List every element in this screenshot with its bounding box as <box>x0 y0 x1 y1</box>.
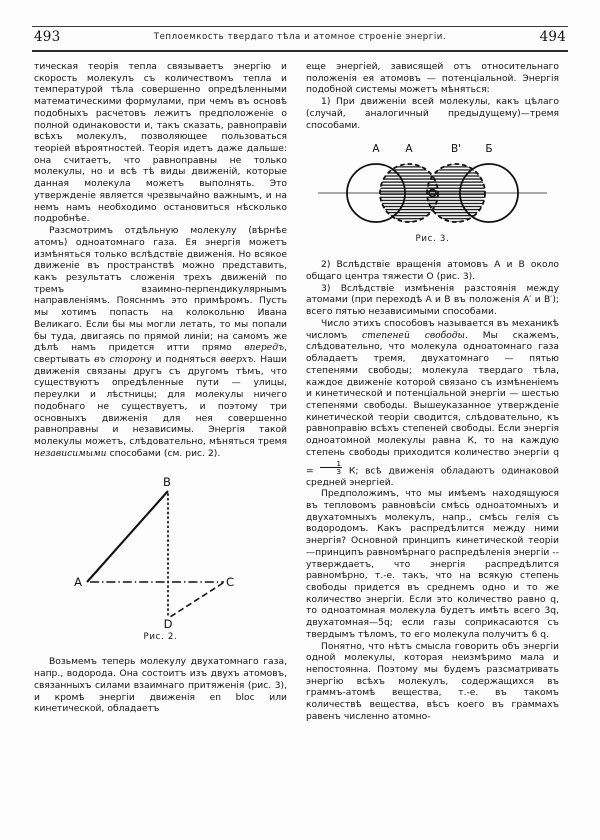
figure-3-label-a: A <box>372 143 380 156</box>
header-rule-bottom <box>32 50 568 52</box>
figure-2-label-a: A <box>74 575 82 590</box>
dashed-line-cd <box>170 583 223 617</box>
list-item-2: 2) Вслѣдствіе вращенія атомовъ А и В около общаго центра тяжести О (рис. 3). <box>306 260 559 283</box>
emphasis-v-storonu: въ сторону <box>94 354 152 365</box>
page-number-left: 493 <box>34 29 61 45</box>
text-run: Число этихъ способовъ называется въ механикѣ числомъ <box>306 318 559 341</box>
fraction-denominator: 3 <box>336 466 342 476</box>
figure-3 <box>306 138 559 256</box>
list-item-3: 3) Вслѣдствіе измѣненія разстоянія между атомами (при переходѣ А и В въ положенія А′ и В′); всего пятью независимыми способами. <box>306 283 559 318</box>
figure-2-drawing <box>34 472 287 632</box>
figure-3-caption: Рис. 3. <box>415 234 450 245</box>
paragraph-left-2 <box>34 226 287 460</box>
right-column <box>306 62 559 724</box>
figure-2 <box>34 472 287 650</box>
paragraph-right-2 <box>306 319 559 489</box>
figure-3-label-b-prime: B' <box>450 143 462 156</box>
fraction-numerator: 1 <box>320 460 342 468</box>
figure-2-label-d: D <box>163 617 173 632</box>
figure-3-label-a-prime: A <box>405 143 413 156</box>
paragraph-right-1: еще энергіей, зависящей отъ относительнаго положенія ея атомовъ — потенціальной. Энергія подобной системы можетъ мѣняться: <box>306 62 559 96</box>
text-run: способами (см. рис. 2). <box>106 448 221 459</box>
figure-2-caption: Рис. 2. <box>143 632 178 643</box>
emphasis-vverkh: вверхъ <box>220 354 254 365</box>
text-run: К; всѣ движенія обладаютъ одинаковой средней энергіей. <box>306 465 559 488</box>
text-run: . Мы скажемъ, слѣдовательно, что молекула одноатомнаго газа обладаетъ тремя, двухатомнаго — пятью степенями свободы; молекула твердаго тѣла, каждое движеніе которой связано съ измѣненіемъ и кинетической и потенціальной энергіи — шестью степенями свободы. Вышеуказанное утвержденіе кинетической теоріи сводится, слѣдовательно, къ равноправію всѣхъ степеней свободы. Если энергія одноатомной молекулы равна К, то на каждую степень свободы приходится количество энергіи q = <box>306 330 559 476</box>
left-column <box>34 62 287 716</box>
list-item-1: 1) При движеніи всей молекулы, какъ цѣлаго (случай, аналогичный предыдущему)—тремя способами. <box>306 97 559 131</box>
figure-3-drawing <box>306 138 559 234</box>
emphasis-vpered: впередъ <box>244 343 285 354</box>
header-rule-top <box>32 26 568 27</box>
text-run: Разсмотримъ отдѣльную молекулу (вѣрнѣе атомъ) одноатомнаго газа. Ея энергія можетъ измѣняться только вслѣдствіе движенія. Но всякое движеніе въ пространствѣ можно представить, какъ результатъ сложенія трехъ движеній по тремъ взаимно-перпендикулярнымъ направленіямъ. Поясннмъ это примѣромъ. Пусть мы хотимъ попасть на колокольню Ивана Великаго. Если бы мы могли летать, то мы попали бы туда, двигаясь по прямой линіи; на самомъ же дѣлѣ намъ придется итти прямо <box>34 226 287 354</box>
running-head <box>32 26 568 52</box>
paragraph-left-1: тическая теорія тепла связываетъ энергію и скорость молекулъ съ количествомъ тепла и температурой тѣла совершенно опредѣленными математическими формулами, при чемъ въ основѣ подобныхъ расчетовъ лежитъ предположеніе о полной одинаковости и, такъ сказать, равноправіи всѣхъ молекулъ, позволяющее пользоваться теоріей вѣроятностей. Теорія идетъ даже дальше: она считаетъ, что равноправны не только молекулы, но и всѣ тѣ виды движеній, которые данная молекула можетъ выполнять. Это утвержденіе является чрезвычайно важнымъ, и на немъ намъ необходимо остановиться нѣсколько подробнѣе. <box>34 62 287 225</box>
paragraph-right-4: Понятно, что нѣтъ смысла говорить объ энергіи одной молекулы, которая неизмѣримо мала и непостоянна. Поэтому мы будемъ разсматривать энергію всѣхъ молекулъ, содержащихся въ граммъ-атомѣ вещества, т.-е. въ такомъ количествѣ вещества, вѣсъ коего въ граммахъ равенъ численно атомно- <box>306 641 559 722</box>
paragraph-right-3: Предположимъ, что мы имѣемъ находящуюся въ тепловомъ равновѣсіи смѣсь одноатомныхъ и двухатомныхъ молекулъ, напр., смѣсь гелія съ водородомъ. Какъ распредѣлится между ними энергія? Основной принципъ кинетической теоріи—принципъ равномѣрнаго распредѣленія энергіи -- утверждаетъ, что энергія распредѣлится равномѣрно, т.-е. такъ, что на всякую степень свободы придется въ среднемъ одно и то же количество энергіи. Если это количество равно q, то одноатомная молекула будетъ имѣть всего 3q, двухатомная—5q; если газы соприкасаются съ твердымъ тѣломъ, то его молекула получитъ 6 q. <box>306 489 559 640</box>
emphasis-stepeney-svobody: степеней свободы <box>362 330 465 341</box>
running-title: Теплоемкость твердаго тѣла и атомное строеніе энергіи. <box>153 32 447 42</box>
figure-2-label-c: C <box>225 575 235 590</box>
text-run: . Наши движенія связаны другъ съ другомъ тѣмъ, что существуютъ опредѣленные пути — улицы, переулки и лѣстницы; для молекулы ничего подобнаго не существуетъ, и поэтому три основныхъ движенія для нея совершенно равноправны и независимы. Энергія такой молекулы можетъ, слѣдовательно, мѣняться тремя <box>34 354 287 447</box>
text-run: и подняться <box>151 354 221 365</box>
paragraph-left-3: Возьмемъ теперь молекулу двухатомнаго газа, напр., водорода. Она состоитъ изъ двухъ атомовъ, связанныхъ силами взаимнаго притяженія (рис. 3), и кромѣ энергіи движенія en bloc или кинетической, обладаетъ <box>34 657 287 715</box>
text-run: , свертывать <box>34 343 287 365</box>
fraction-one-third <box>320 460 342 476</box>
figure-2-label-b: B <box>163 475 171 490</box>
vector-ab-line <box>87 491 168 582</box>
figure-3-label-b: Б <box>485 143 493 156</box>
page-number-right: 494 <box>539 29 566 45</box>
emphasis-nezavisimymi: независимыми <box>34 448 107 459</box>
